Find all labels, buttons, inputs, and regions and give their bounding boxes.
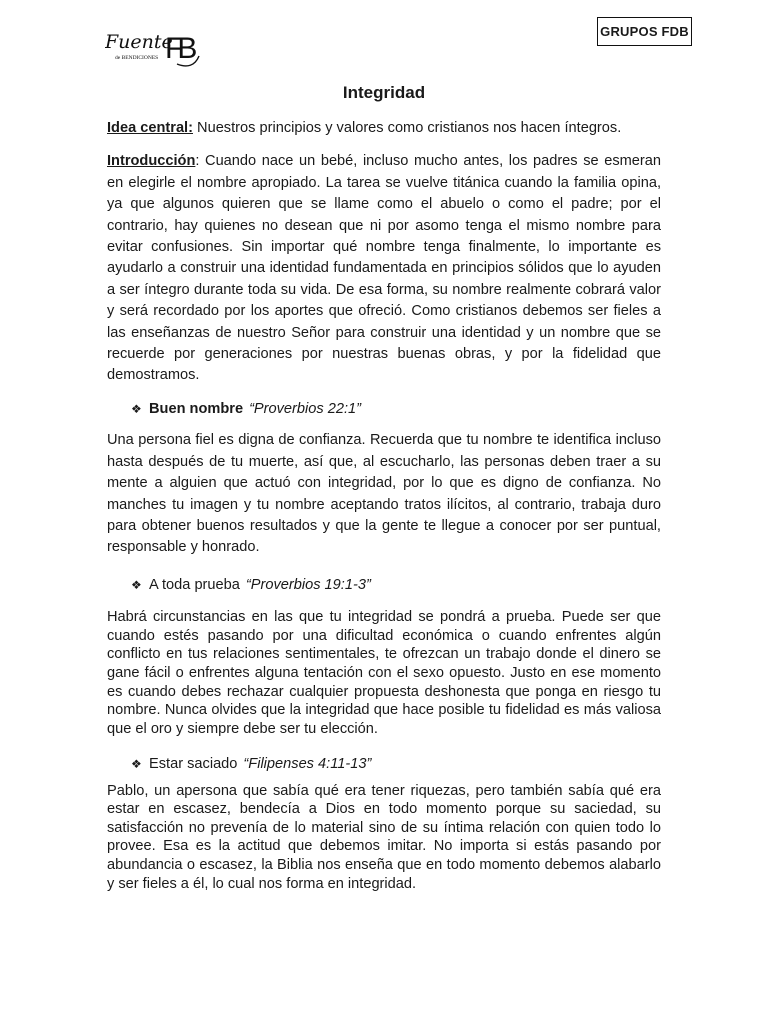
introduction-text: : Cuando nace un bebé, incluso mucho antes, los padres se esmeran en elegirle el nombre apropiado. La tarea se vuelve titánica cuando la familia opina, ya que algunos quieren que se llame como el abuelo o como el padre; por el contrario, hay quienes no desean que ni por asomo tenga el mismo nombre para evitar confusiones. Sin importar qué nombre tenga finalmente, lo importante es ayudarlo a construir una identidad fundamentada en principios sólidos que lo ayuden a ser íntegro durante toda su vida. De esa forma, su nombre realmente cobrará valor y será recordado por los aportes que ofreció. Como cristianos debemos ser fieles a las enseñanzas de nuestro Señor para construir una identidad y un nombre que se recuerde por generaciones por nuestras buenas obras, y por la fidelidad que demostramos. [107,153,661,384]
section-heading-estar-saciado [131,754,661,775]
page-title: Integridad [342,83,426,102]
diamond-bullet-icon: ❖ [131,757,142,772]
section-heading-label: Buen nombre [149,400,244,417]
logo-small-text: de BENDICIONES [115,55,159,61]
introduction-paragraph [107,151,661,386]
diamond-bullet-icon: ❖ [131,401,142,416]
grupos-fdb-badge: GRUPOS FDB [597,17,692,46]
logo-mark-text: FB [165,32,192,65]
fuente-de-bendiciones-logo [105,22,205,70]
document-body [107,118,661,893]
section-paragraph-estar-saciado: Pablo, un apersona que sabía qué era tener riquezas, pero también sabía qué era estar en escasez, bendecía a Dios en todo momento porque su saciedad, su satisfacción no prevenía de lo material sino de su íntima relación con quien todo lo provee. Esa es la actitud que debemos imitar. No importa si estás pasando por abundancia o escasez, la Biblia nos enseña que en todo momento debemos alabarlo y ser fieles a él, lo cual nos forma en integridad. [107,782,661,892]
section-heading-buen-nombre [131,399,661,420]
idea-central-text: Nuestros principios y valores como cristianos nos hacen íntegros. [192,120,622,136]
section-paragraph-a-toda-prueba: Habrá circunstancias en las que tu integridad se pondrá a prueba. Puede ser que cuando estés pasando por una dificultad económica o cuando enfrentes algún conflicto en tus relaciones sentimentales, te ofrezcan un trabajo donde el dinero se gane fácil o enfrentes alguna tentación con el sexo opuesto. Justo en ese momento es cuando debes rechazar cualquier propuesta deshonesta que ponga en riesgo tu nombre. Nunca olvides que la integridad que hace posible tu fidelidad es más valiosa que el oro y siempre debe ser tu elección. [107,609,661,737]
idea-central-paragraph [107,118,661,139]
logo-script-text: Fuente [105,31,173,53]
section-paragraph-buen-nombre: Una persona fiel es digna de confianza. Recuerda que tu nombre te identifica incluso hasta después de tu muerte, así que, al escucharlo, las personas deben traer a su mente a alguien que actuó con integridad, por lo que es digno de confianza. No manches tu imagen y tu nombre aceptando tratos ilícitos, al contrario, trabaja duro para obtener buenos resultados y que la gente te llegue a conocer por ser puntual, responsable y honrado. [107,432,661,556]
idea-central-label: Idea central: [107,120,193,136]
logo-graphic [105,22,205,70]
section-reference: “Proverbios 19:1-3” [245,576,371,593]
introduction-label: Introducción [107,153,196,170]
section-heading-label: A toda prueba [149,576,240,593]
section-heading-label: Estar saciado [149,756,238,773]
section-reference: “Filipenses 4:11-13” [243,756,372,773]
section-heading-a-toda-prueba [131,575,661,596]
section-reference: “Proverbios 22:1” [249,400,361,417]
diamond-bullet-icon: ❖ [131,577,142,592]
